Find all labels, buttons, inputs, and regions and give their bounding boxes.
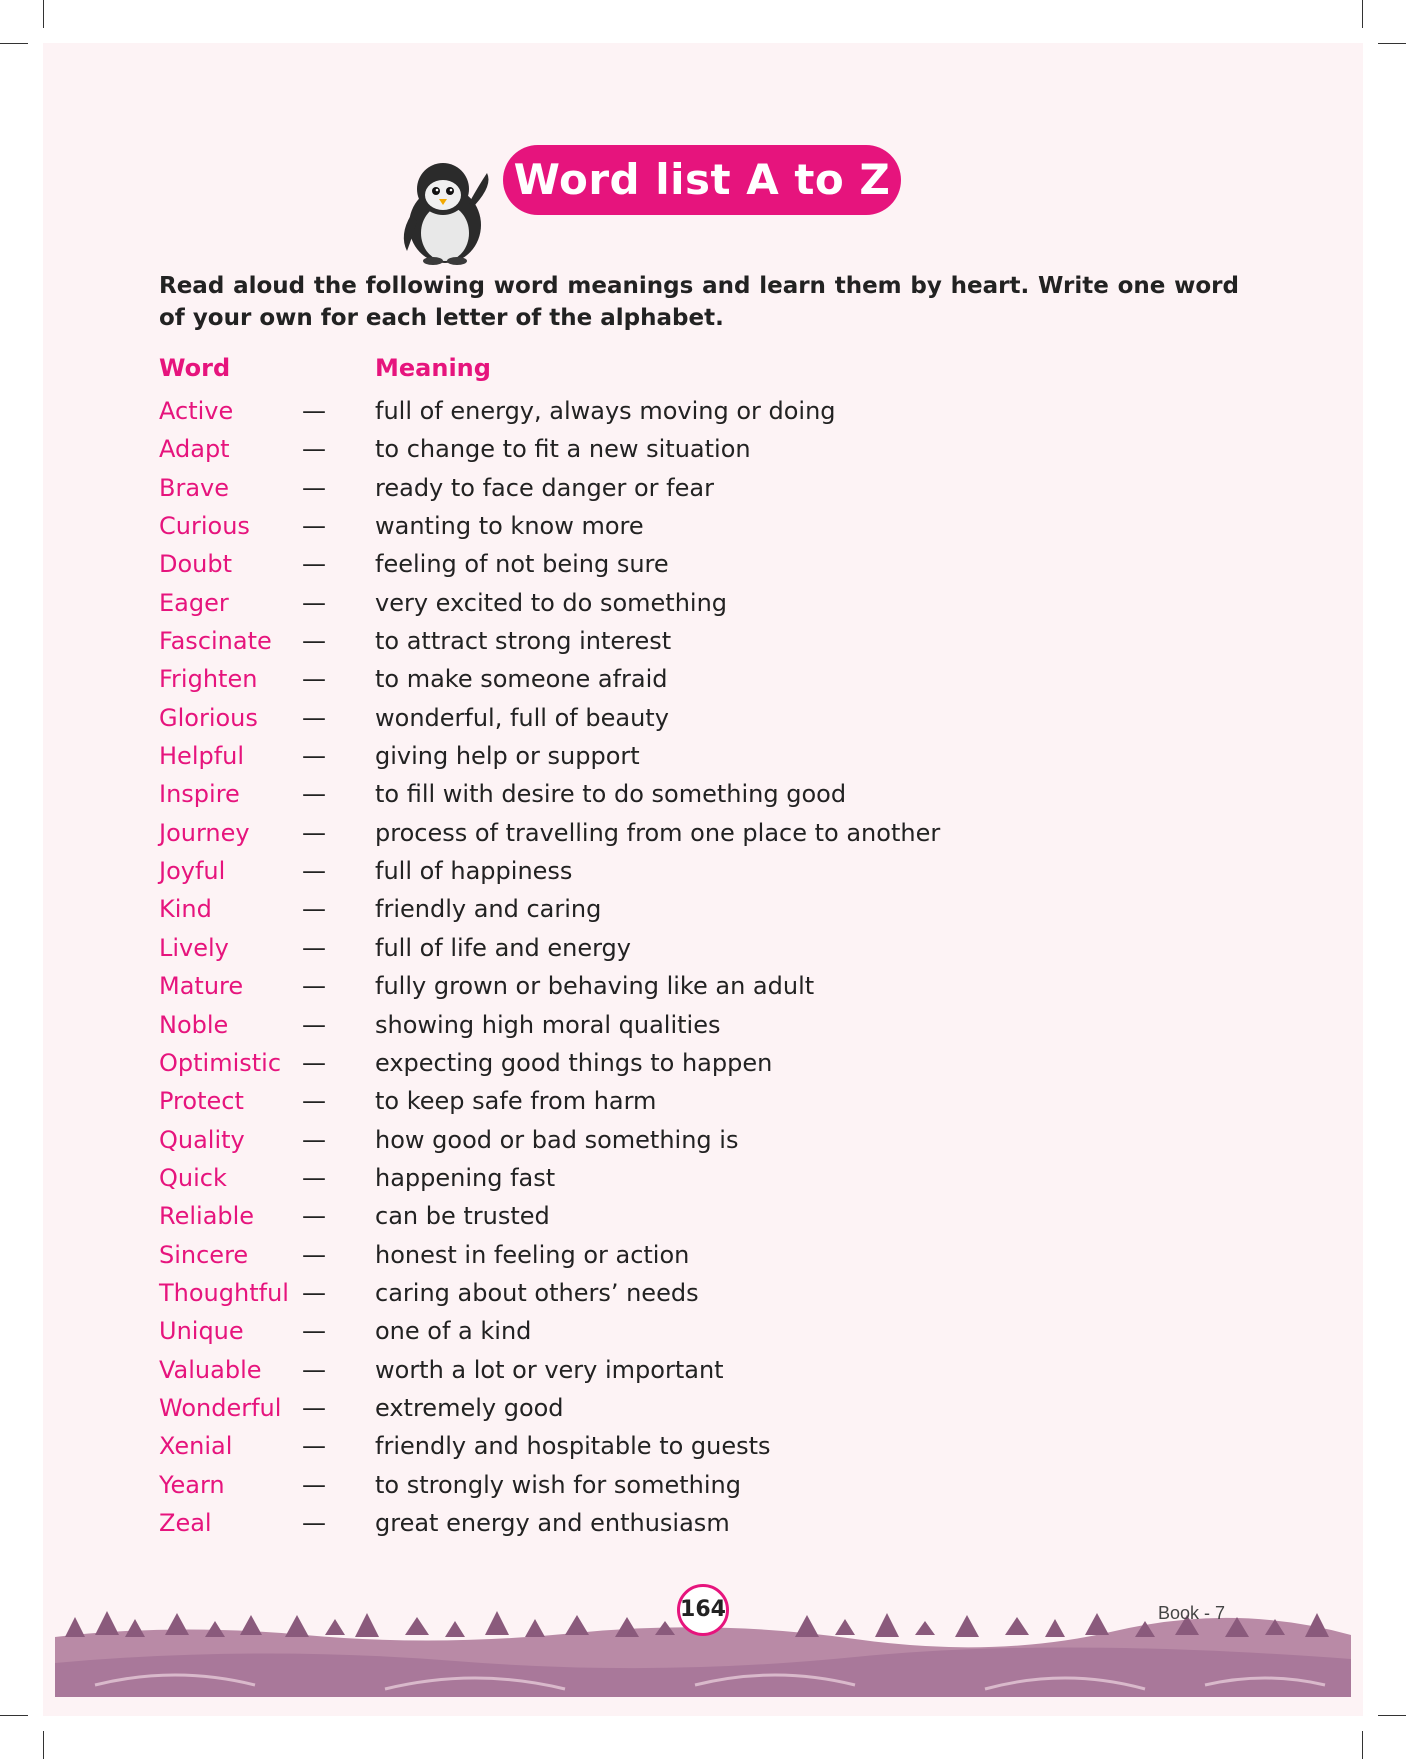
entry-dash: — [302,818,326,847]
entry-meaning: honest in feeling or action [375,1240,690,1269]
entry-word: Yearn [159,1470,225,1499]
entry-dash: — [302,550,326,579]
entry-dash: — [302,1087,326,1116]
entry-word: Sincere [159,1240,249,1269]
entry-meaning: one of a kind [375,1317,532,1346]
list-item [159,622,1059,660]
list-item [159,469,1059,507]
entry-dash: — [302,512,326,541]
list-item [159,890,1059,928]
entry-dash: — [302,780,326,809]
entry-meaning: expecting good things to happen [375,1048,773,1077]
entry-dash: — [302,742,326,771]
entry-word: Noble [159,1010,229,1039]
page-title: Word list A to Z [503,145,901,215]
entry-dash: — [302,933,326,962]
entry-dash: — [302,857,326,886]
list-item [159,929,1059,967]
list-item [159,699,1059,737]
word-column-header: Word [159,354,231,382]
entry-word: Quality [159,1125,245,1154]
crop-mark [43,0,44,28]
word-list [159,392,1059,1542]
entry-meaning: caring about others’ needs [375,1278,699,1307]
entry-meaning: ready to face danger or fear [375,473,714,502]
entry-meaning: full of energy, always moving or doing [375,397,836,425]
entry-word: Optimistic [159,1048,282,1077]
entry-dash: — [302,1393,326,1422]
list-item [159,1006,1059,1044]
entry-dash: — [302,1048,326,1077]
entry-dash: — [302,1432,326,1461]
crop-mark [43,1731,44,1759]
entry-dash: — [302,1240,326,1269]
entry-meaning: process of travelling from one place to another [375,818,941,847]
entry-meaning: fully grown or behaving like an adult [375,972,815,1001]
list-item [159,852,1059,890]
entry-word: Curious [159,512,250,541]
entry-word: Eager [159,588,229,617]
entry-word: Valuable [159,1355,262,1384]
entry-word: Kind [159,895,212,924]
entry-meaning: great energy and enthusiasm [375,1508,730,1537]
list-item [159,1044,1059,1082]
entry-dash: — [302,703,326,732]
entry-meaning: wanting to know more [375,512,644,541]
entry-dash: — [302,627,326,656]
entry-word: Unique [159,1317,244,1346]
list-item [159,660,1059,698]
list-item [159,430,1059,468]
list-item [159,545,1059,583]
list-item [159,507,1059,545]
entry-meaning: happening fast [375,1163,556,1192]
entry-word: Quick [159,1163,227,1192]
entry-meaning: feeling of not being sure [375,550,669,579]
entry-meaning: to change to fit a new situation [375,435,751,464]
entry-meaning: to strongly wish for something [375,1470,741,1499]
list-item [159,1236,1059,1274]
entry-meaning: to attract strong interest [375,627,672,656]
entry-dash: — [302,1508,326,1537]
entry-dash: — [302,665,326,694]
entry-dash: — [302,1125,326,1154]
entry-meaning: full of life and energy [375,933,631,962]
entry-word: Wonderful [159,1393,282,1422]
entry-meaning: showing high moral qualities [375,1010,721,1039]
entry-meaning: worth a lot or very important [375,1355,724,1384]
entry-word: Adapt [159,435,230,464]
list-item [159,1121,1059,1159]
entry-dash: — [302,972,326,1001]
list-item [159,1504,1059,1542]
entry-dash: — [302,895,326,924]
entry-meaning: extremely good [375,1393,564,1422]
entry-meaning: friendly and hospitable to guests [375,1432,771,1461]
entry-meaning: friendly and caring [375,895,602,924]
crop-mark [0,43,28,44]
entry-meaning: full of happiness [375,857,573,886]
entry-dash: — [302,1355,326,1384]
entry-word: Inspire [159,780,240,809]
entry-word: Protect [159,1087,244,1116]
page-number: 164 [677,1584,729,1636]
list-item [159,1389,1059,1427]
list-item [159,1466,1059,1504]
list-item [159,1351,1059,1389]
entry-dash: — [302,1278,326,1307]
entry-meaning: giving help or support [375,742,640,771]
entry-word: Active [159,397,234,425]
entry-dash: — [302,473,326,502]
entry-word: Lively [159,933,229,962]
list-item [159,737,1059,775]
crop-mark [1378,1715,1406,1716]
entry-word: Fascinate [159,627,272,656]
list-item [159,584,1059,622]
entry-meaning: very excited to do something [375,588,728,617]
entry-meaning: to keep safe from harm [375,1087,657,1116]
list-item [159,1312,1059,1350]
entry-dash: — [302,1317,326,1346]
entry-dash: — [302,1470,326,1499]
entry-dash: — [302,588,326,617]
crop-mark [0,1715,28,1716]
list-item [159,1274,1059,1312]
entry-dash: — [302,435,326,464]
entry-word: Joyful [159,857,226,886]
entry-meaning: how good or bad something is [375,1125,739,1154]
entry-dash: — [302,1202,326,1231]
entry-dash: — [302,1163,326,1192]
entry-word: Journey [159,818,250,847]
entry-word: Brave [159,473,230,502]
entry-word: Zeal [159,1508,212,1537]
list-item [159,775,1059,813]
crop-mark [1378,43,1406,44]
entry-meaning: can be trusted [375,1202,550,1231]
entry-word: Reliable [159,1202,255,1231]
instructions: Read aloud the following word meanings and learn them by heart. Write one word of your own for each letter of the alphabet. [159,273,1239,331]
title-block [395,145,915,265]
list-item [159,1197,1059,1235]
meaning-column-header: Meaning [375,354,491,382]
list-item [159,1159,1059,1197]
entry-word: Doubt [159,550,233,579]
entry-dash: — [302,1010,326,1039]
entry-word: Mature [159,972,244,1001]
entry-word: Xenial [159,1432,233,1461]
list-item [159,1427,1059,1465]
list-item [159,1082,1059,1120]
entry-word: Glorious [159,703,258,732]
book-label: Book - 7 [1158,1603,1226,1623]
entry-word: Thoughtful [159,1278,289,1307]
entry-word: Frighten [159,665,258,694]
entry-meaning: wonderful, full of beauty [375,703,669,732]
penguin-icon [395,155,495,265]
crop-mark [1362,1731,1363,1759]
list-item [159,967,1059,1005]
entry-dash: — [302,397,326,425]
list-item [159,392,1059,430]
entry-meaning: to make someone afraid [375,665,668,694]
entry-word: Helpful [159,742,245,771]
crop-mark [1362,0,1363,28]
list-item [159,814,1059,852]
entry-meaning: to fill with desire to do something good [375,780,847,809]
